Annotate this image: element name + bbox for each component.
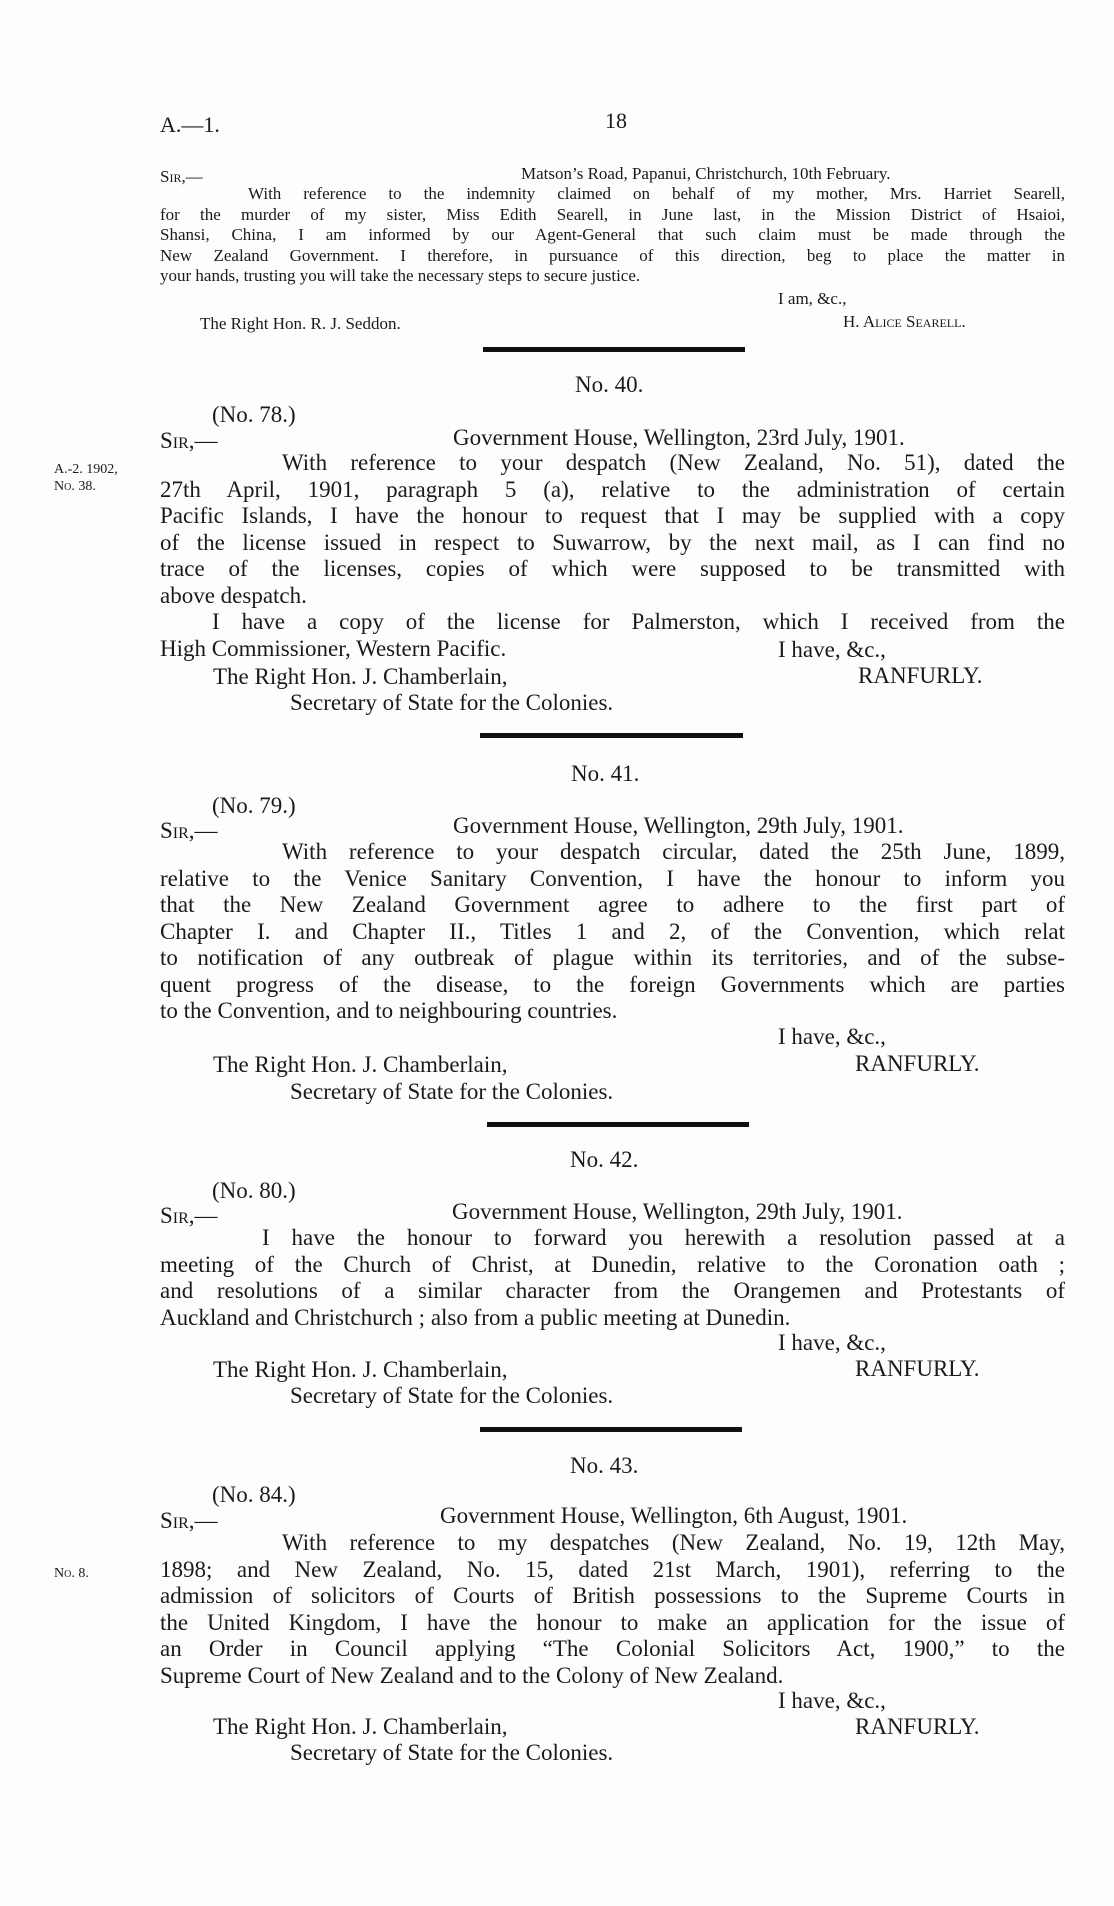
despatch-body: With reference to your despatch circular, dated the 25th June, 1899, relative to the Venice Sanitary Convention, I have the honour to inform you that the New Zealand Government agree to adhere to the first part of Chapter I. and Chapter II., Titles 1 and 2, of the Convention, which relat to notification of any outbreak of plague within its territories, and of the subse- quent progress of the disease, to the foreign Governments which are parties to the Convention, and to neighbouring countries. — [160, 839, 1065, 1023]
salutation: Sir,— — [160, 1508, 218, 1533]
recipient-title: Secretary of State for the Colonies. — [290, 1383, 614, 1408]
recipient: The Right Hon. R. J. Seddon. — [200, 314, 401, 333]
salutation: Sir,— — [160, 428, 218, 453]
despatch-body: With reference to your despatch (New Zealand, No. 51), dated the 27th April, 1901, paragraph 5 (a), relative to the administration of certain Pacific Islands, I have the honour to request that I may be supplied with a copy of the license issued in respect to Suwarrow, by the next mail, as I can find no trace of the licenses, copies of which were supposed to be transmitted with above despatch. I have a copy of the license for Palmerston, which I received from the High Commissioner, Western Pacific. — [160, 450, 1065, 661]
section-divider — [483, 347, 745, 352]
body-line: With reference to the indemnity claimed on behalf of my mother, Mrs. Harriet Searell, — [248, 184, 1065, 203]
body-line: your hands, trusting you will take the necessary steps to secure justice. — [160, 266, 641, 285]
despatch-ref: (No. 80.) — [212, 1178, 296, 1203]
despatch-number: No. 42. — [570, 1147, 639, 1172]
letter-address: Matson’s Road, Papanui, Christchurch, 10th February. — [521, 164, 891, 183]
despatch-body: I have the honour to forward you herewith a resolution passed at a meeting of the Church of Christ, at Dunedin, relative to the Coronation oath ; and resolutions of a similar character from the Orangemen and Protestants of Auckland and Christchurch ; also from a public meeting at Dunedin. — [160, 1225, 1065, 1330]
closing: I have, &c., — [778, 637, 886, 662]
recipient-title: Secretary of State for the Colonies. — [290, 1079, 614, 1104]
despatch-address: Government House, Wellington, 29th July, 1901. — [453, 813, 904, 838]
salutation: Sir,— — [160, 1203, 218, 1228]
recipient-title: Secretary of State for the Colonies. — [290, 690, 614, 715]
signature: RANFURLY. — [855, 1356, 980, 1381]
despatch-ref: (No. 84.) — [212, 1482, 296, 1507]
signature: RANFURLY. — [855, 1051, 980, 1076]
despatch-number: No. 40. — [575, 372, 644, 397]
despatch-address: Government House, Wellington, 23rd July, 1901. — [453, 425, 905, 450]
despatch-address: Government House, Wellington, 6th August, 1901. — [440, 1503, 908, 1528]
recipient-title: Secretary of State for the Colonies. — [290, 1740, 614, 1765]
letter-body — [160, 184, 1065, 287]
signature: H. Alice Searell. — [843, 312, 966, 331]
body-line: for the murder of my sister, Miss Edith Searell, in June last, in the Mission District of Hsaioi, — [160, 204, 1065, 224]
closing: I am, &c., — [778, 289, 847, 308]
section-divider — [480, 1427, 742, 1432]
section-divider — [480, 733, 743, 738]
section-divider — [487, 1122, 749, 1127]
closing: I have, &c., — [778, 1024, 886, 1049]
salutation: Sir,— — [160, 818, 218, 843]
despatch-address: Government House, Wellington, 29th July, 1901. — [452, 1199, 903, 1224]
closing: I have, &c., — [778, 1330, 886, 1355]
despatch-ref: (No. 79.) — [212, 793, 296, 818]
margin-note: No. 8. — [54, 1566, 89, 1581]
closing: I have, &c., — [778, 1688, 886, 1713]
despatch-ref: (No. 78.) — [212, 402, 296, 427]
signature: RANFURLY. — [855, 1714, 980, 1739]
recipient: The Right Hon. J. Chamberlain, — [213, 1714, 508, 1739]
despatch-body: With reference to my despatches (New Zealand, No. 19, 12th May, 1898; and New Zealand, No. 15, dated 21st March, 1901), referring to the admission of solicitors of Courts of British possessions to the Supreme Courts in the United Kingdom, I have the honour to make an application for the issue of an Order in Council applying “The Colonial Solicitors Act, 1900,” to the Supreme Court of New Zealand and to the Colony of New Zealand. — [160, 1530, 1065, 1688]
body-line: Shansi, China, I am informed by our Agent-General that such claim must be made through the — [160, 225, 1065, 244]
body-line: New Zealand Government. I therefore, in pursuance of this direction, beg to place the matter in — [160, 245, 1065, 265]
page-number: 18 — [605, 108, 627, 133]
recipient: The Right Hon. J. Chamberlain, — [213, 1052, 508, 1077]
recipient: The Right Hon. J. Chamberlain, — [213, 664, 508, 689]
recipient: The Right Hon. J. Chamberlain, — [213, 1357, 508, 1382]
margin-note: A.-2. 1902, No. 38. — [54, 462, 118, 494]
despatch-number: No. 41. — [571, 761, 640, 786]
document-reference: A.—1. — [160, 112, 220, 137]
salutation: Sir,— — [160, 167, 203, 186]
despatch-number: No. 43. — [570, 1453, 639, 1478]
signature: RANFURLY. — [858, 663, 983, 688]
